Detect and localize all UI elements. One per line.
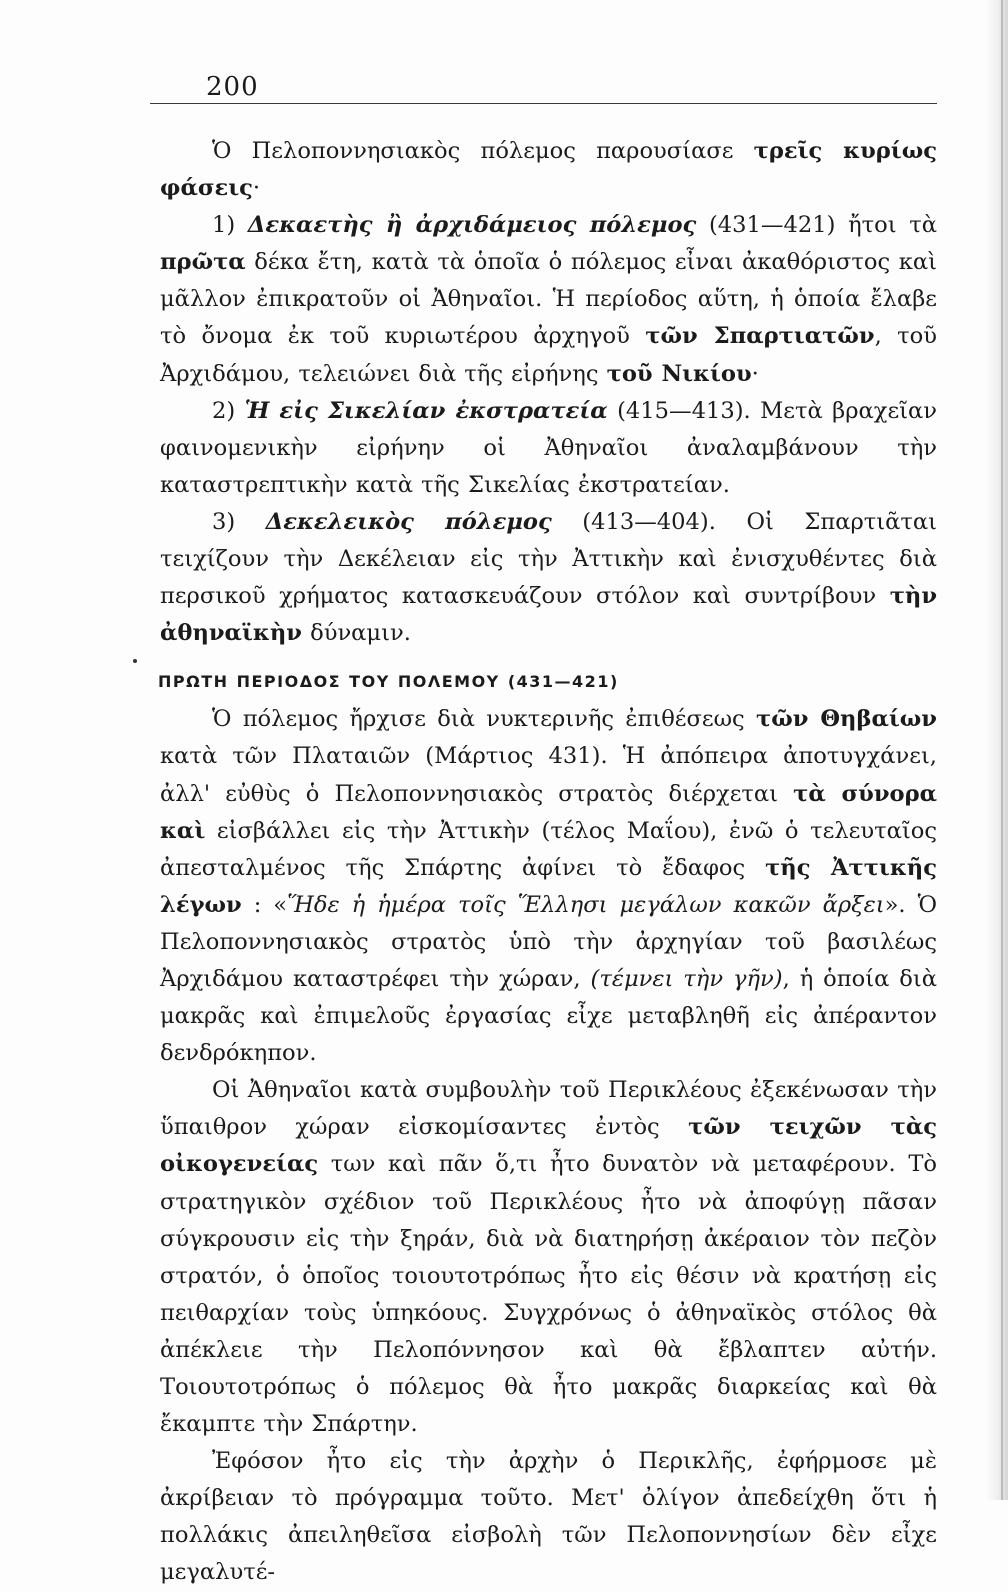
paragraph-intro <box>160 133 937 207</box>
text-run: 3) <box>212 508 266 535</box>
text-run: (415—413). Μετὰ βραχεῖαν φαινομενικὴν εἰρήνην οἱ Ἀθηναῖοι ἀναλαμβάνουν τὴν καταστρεπτικὴν κατὰ τῆς Σικελίας ἐκστρατείαν. <box>160 397 938 498</box>
text-run: τῶν τειχῶν τὰς οἰκογενείας <box>160 1114 938 1178</box>
text-run: · <box>751 360 759 387</box>
text-run: Ὁ πόλεμος ἤρχισε διὰ νυκτερινῆς ἐπιθέσεως <box>212 706 756 733</box>
text-run: δύναμιν. <box>301 620 411 647</box>
paragraph-war-outbreak <box>160 701 937 1072</box>
text-run: (τέμνει τὴν γῆν) <box>590 965 783 992</box>
text-run: τῶν Θηβαίων <box>756 706 937 733</box>
paragraph-phase-2 <box>160 393 937 504</box>
text-run: Δεκαετὴς ἢ ἀρχιδάμειος πόλεμος <box>247 212 697 239</box>
text-run: (413—404). Οἱ Σπαρτιᾶται τειχίζουν τὴν Δεκέλειαν εἰς τὴν Ἀττικὴν καὶ ἐνισχυθέντες διὰ περσικοῦ χρήματος κατασκευάζουν στόλον καὶ συντρίβουν <box>160 508 937 610</box>
text-run: κατὰ τῶν Πλαταιῶν (Μάρτιος 431). Ἡ ἀπόπειρα ἀποτυγχάνει, ἀλλ' εὐθὺς ὁ Πελοποννησιακὸς στρατὸς διέρχεται <box>160 743 937 807</box>
text-run: πρῶτα <box>160 249 246 276</box>
text-run: τὰ σύνορα καὶ <box>160 780 937 844</box>
text-run: : « <box>241 891 288 918</box>
paragraph-phase-1 <box>160 207 937 392</box>
section-heading: ΠΡΩΤΗ ΠΕΡΙΟΔΟΣ ΤΟΥ ΠΟΛΕΜΟΥ (431—421) <box>158 672 619 692</box>
text-run: , τοῦ Ἀρχιδάμου, τελειώνει διὰ τῆς εἰρήνης <box>160 323 937 387</box>
paragraph-program <box>160 1443 937 1591</box>
text-run: τῆς Ἀττικῆς λέγων <box>160 854 937 918</box>
text-run: δέκα ἔτη, κατὰ τὰ ὁποῖα ὁ πόλεμος εἶναι ἀκαθόριστος καὶ μᾶλλον ἐπικρατοῦν οἱ Ἀθηναῖοι. Ἡ περίοδος αὕτη, ἡ ὁποία ἔλαβε τὸ ὄνομα ἐκ τοῦ κυριωτέρου ἀρχηγοῦ <box>160 249 937 350</box>
text-run: τρεῖς κυρίως φάσεις <box>160 138 937 202</box>
text-run: 2) <box>212 397 245 424</box>
text-run: τὴν ἀθηναϊκὴν <box>160 583 937 647</box>
paragraph-phase-3 <box>160 504 937 652</box>
text-run: των καὶ πᾶν ὅ,τι ἦτο δυνατὸν νὰ μεταφέρουν. Τὸ στρατηγικὸν σχέδιον τοῦ Περικλέους ἦτο νὰ ἀποφύγῃ πᾶσαν σύγκρουσιν εἰς τὴν ξηράν, διὰ νὰ διατηρήσῃ ἀκέραιον τὸν πεζὸν στρατόν, ὁ ὁποῖος τοιουτοτρόπως ἦτο εἰς θέσιν νὰ κρατήσῃ εἰς πειθαρχίαν τοὺς ὑπηκόους. Συγχρόνως ὁ ἀθηναϊκὸς στόλος θὰ ἀπέκλειε τὴν Πελοπόννησον καὶ θὰ ἔβλαπτεν αὐτήν. Τοιουτοτρόπως ὁ πόλεμος θὰ ἦτο μακρᾶς διαρκείας καὶ θὰ ἔκαμπτε τὴν Σπάρτην. <box>160 1151 937 1438</box>
text-run: τοῦ Νικίου <box>606 360 752 387</box>
text-run: , ἡ ὁποία διὰ μακρᾶς καὶ ἐπιμελοῦς ἐργασίας εἶχε μεταβληθῆ εἰς ἀπέραντον δενδρόκηπον. <box>160 965 937 1067</box>
text-run: Ἐφόσον ἦτο εἰς τὴν ἀρχὴν ὁ Περικλῆς, ἐφήρμοσε μὲ ἀκρίβειαν τὸ πρόγραμμα τοῦτο. Μετ' ὀλίγον ἀπεδείχθη ὅτι ἡ πολλάκις ἀπειληθεῖσα εἰσβολὴ τῶν Πελοποννησίων δὲν εἶχε μεγαλυτέ- <box>160 1448 937 1586</box>
header-rule <box>150 103 937 104</box>
text-run: 1) <box>212 212 248 239</box>
scan-edge-line <box>1001 0 1003 1500</box>
text-run: εἰσβάλλει εἰς τὴν Ἀττικὴν (τέλος Μαΐου), ἐνῶ ὁ τελευταῖος ἀπεσταλμένος τῆς Σπάρτης ἀφίνει τὸ ἔδαφος <box>160 817 937 881</box>
text-run: (431—421) ἤτοι τὰ <box>696 212 937 239</box>
text-run: ». Ὁ Πελοποννησιακὸς στρατὸς ὑπὸ τὴν ἀρχηγίαν τοῦ βασιλέως Ἀρχιδάμου καταστρέφει τὴν χώραν, <box>160 891 937 992</box>
text-run: Οἱ Ἀθηναῖοι κατὰ συμβουλὴν τοῦ Περικλέους ἐξεκένωσαν τὴν ὕπαιθρον χώραν εἰσκομίσαντες ἐντὸς <box>160 1077 937 1141</box>
text-run: · <box>252 175 261 202</box>
text-run: Δεκελεικὸς πόλεμος <box>265 508 552 535</box>
scan-edge-shadow <box>986 0 1008 1500</box>
text-run: τῶν Σπαρτιατῶν <box>645 323 875 350</box>
text-run: Ὁ Πελοποννησιακὸς πόλεμος παρουσίασε <box>212 138 754 164</box>
margin-dot <box>133 659 137 663</box>
text-run: Ἡ εἰς Σικελίαν ἐκστρατεία <box>244 397 608 424</box>
page-body <box>160 133 937 1592</box>
paragraph-pericles-strategy <box>160 1072 937 1443</box>
text-run: Ἥδε ἡ ἡμέρα τοῖς Ἕλλησι μεγάλων κακῶν ἄρξει <box>287 891 885 918</box>
page-number: 200 <box>206 72 259 102</box>
